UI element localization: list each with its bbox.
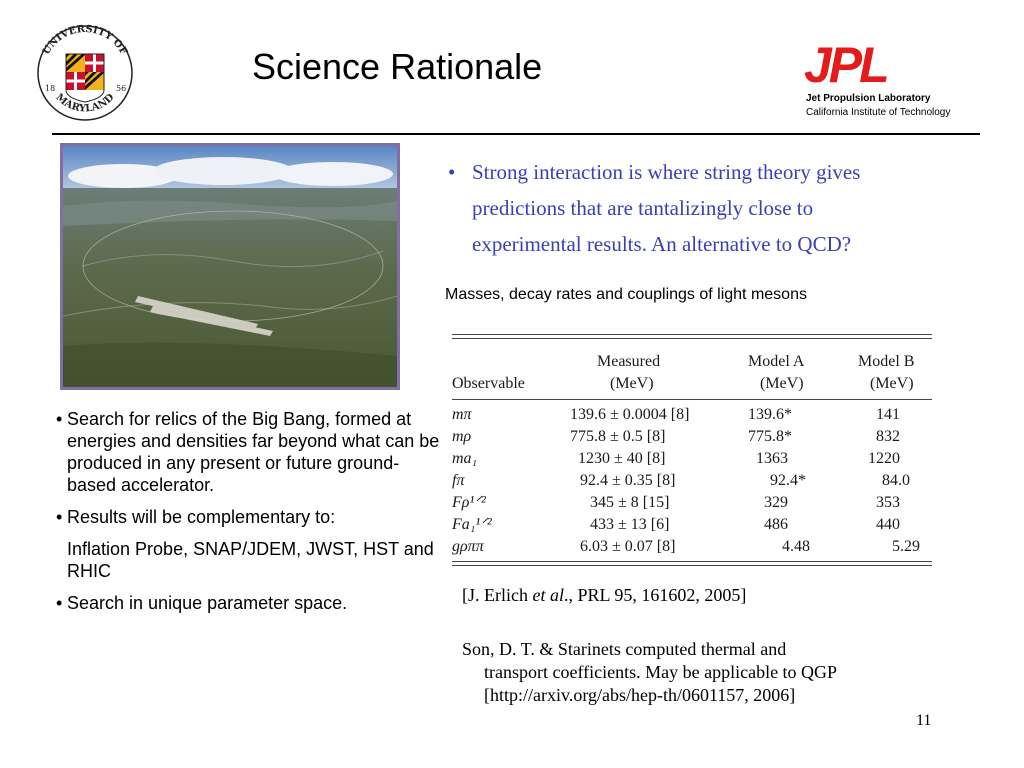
meson-table	[452, 334, 932, 566]
table-header-cell: Model A	[748, 353, 805, 370]
table-header-cell: (MeV)	[610, 375, 654, 392]
jpl-logo	[802, 37, 952, 125]
left-bullet-text: Search for relics of the Big Bang, formed at energies and densities far beyond what can be produced in any present or future ground-based accelerator.	[67, 409, 440, 495]
table-cell: 84.0	[882, 472, 910, 489]
table-cell: 486	[764, 516, 788, 533]
table-cell: ma₁	[452, 450, 478, 467]
table-row	[452, 404, 932, 426]
slide-title: Science Rationale	[252, 46, 543, 87]
seal-arc-top: UNIVERSITY OF	[40, 23, 130, 57]
table-row	[452, 470, 932, 492]
left-bullet-text: Search in unique parameter space.	[67, 593, 348, 613]
table-cell: Fρ¹ᐟ²	[452, 494, 486, 511]
table-cell: 92.4 ± 0.35 [8]	[580, 472, 676, 489]
left-bullet-list	[56, 408, 441, 624]
left-sub-item: Inflation Probe, SNAP/JDEM, JWST, HST and RHIC	[67, 539, 434, 581]
ref-text: ., PRL 95, 161602, 2005]	[563, 585, 747, 605]
reference-son-starinets	[462, 638, 942, 707]
bullet-line: predictions that are tantalizingly close to	[472, 196, 814, 220]
table-cell: 345 ± 8 [15]	[590, 494, 670, 511]
table-cell: 775.8*	[748, 428, 792, 445]
table-caption: Masses, decay rates and couplings of light mesons	[445, 286, 807, 303]
jpl-institute: California Institute of Technology	[806, 107, 951, 118]
table-cell: 139.6*	[748, 406, 792, 423]
ref-text: [J. Erlich	[462, 585, 533, 605]
left-bullet-item	[56, 408, 441, 496]
jpl-logo-letters: JPL	[804, 37, 887, 93]
table-cell: 1363	[756, 450, 788, 467]
page-number: 11	[916, 712, 932, 729]
table-cell: 832	[876, 428, 900, 445]
reference-erlich	[462, 585, 746, 606]
header-divider	[52, 133, 980, 135]
table-cell: 329	[764, 494, 788, 511]
table-row	[452, 492, 932, 514]
string-theory-bullet	[448, 154, 968, 262]
ref-italic: et al	[532, 585, 564, 605]
left-bullet-item	[56, 592, 441, 614]
bullet-line: Strong interaction is where string theory gives	[472, 160, 861, 184]
table-cell: Fa₁¹ᐟ²	[452, 516, 492, 533]
left-bullet-text: Results will be complementary to:	[67, 507, 336, 527]
table-cell: 6.03 ± 0.07 [8]	[580, 538, 676, 555]
ref-line: Son, D. T. & Starinets computed thermal and	[462, 639, 787, 659]
bullet-dot-icon: •	[56, 507, 63, 527]
table-header-cell: Measured	[597, 353, 661, 370]
bullet-dot-icon: •	[56, 409, 63, 429]
table-cell: 775.8 ± 0.5 [8]	[570, 428, 666, 445]
left-bullet-item	[56, 506, 441, 528]
table-cell: mρ	[452, 428, 472, 445]
bullet-dot-icon: •	[56, 593, 63, 613]
table-row	[452, 514, 932, 536]
ref-line: [http://arxiv.org/abs/hep-th/0601157, 2006]	[484, 685, 796, 705]
table-cell: 139.6 ± 0.0004 [8]	[570, 406, 690, 423]
table-header-cell: (MeV)	[760, 375, 804, 392]
table-cell: 141	[876, 406, 900, 423]
table-row	[452, 536, 932, 558]
table-cell: 5.29	[892, 538, 920, 555]
table-row	[452, 426, 932, 448]
table-cell: fπ	[452, 472, 465, 489]
table-cell: 433 ± 13 [6]	[590, 516, 670, 533]
table-top-rule	[452, 334, 932, 335]
seal-year-right: 56	[116, 84, 127, 93]
table-cell: mπ	[452, 406, 472, 423]
table-cell: 1220	[868, 450, 900, 467]
table-cell: 440	[876, 516, 900, 533]
table-row	[452, 448, 932, 470]
bullet-line: experimental results. An alternative to QCD?	[472, 232, 852, 256]
seal-arc-bottom: MARYLAND	[53, 91, 117, 115]
table-header-row	[452, 351, 932, 373]
table-header-cell: Observable	[452, 375, 525, 392]
table-cell: 92.4*	[770, 472, 806, 489]
table-cell: 1230 ± 40 [8]	[578, 450, 666, 467]
table-cell: gρππ	[452, 538, 484, 555]
table-cell: 353	[876, 494, 900, 511]
table-header-cell: (MeV)	[870, 375, 914, 392]
table-header-cell: Model B	[858, 353, 915, 370]
ref-line: transport coefficients. May be applicable to QGP	[484, 662, 838, 682]
jpl-name: Jet Propulsion Laboratory	[806, 93, 931, 104]
university-of-maryland-logo	[30, 18, 140, 123]
table-cell: 4.48	[782, 538, 810, 555]
table-bottom-rule-2	[452, 565, 932, 566]
aerial-photo	[60, 143, 400, 390]
seal-year-left: 18	[45, 84, 56, 93]
table-header-row	[452, 373, 932, 395]
bullet-dot-icon: •	[448, 160, 456, 184]
